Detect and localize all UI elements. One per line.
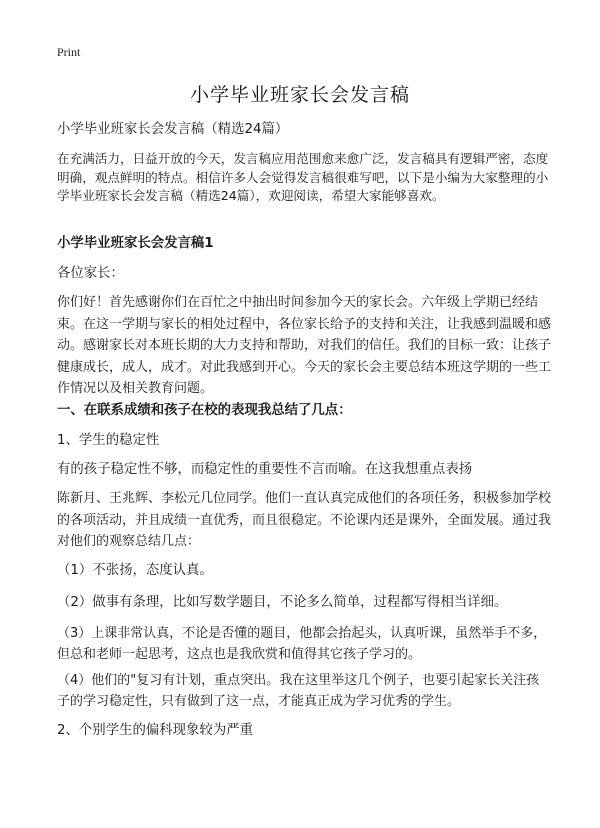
print-label: Print [57,45,81,59]
point-heading: 2、个别学生的偏科现象较为严重 [57,723,253,738]
intro-paragraph: 在充满活力，日益开放的今天，发言稿应用范围愈来愈广泛，发言稿具有逻辑严密，态度明确，观点鲜明的特点。相信许多人会觉得发言稿很难写吧，以下是小编为大家整理的小学毕业班家长会发言稿（精选24篇），欢迎阅读，希望大家能够喜欢。 [57,151,549,203]
list-item: （2）做事有条理，比如写数学题目，不论多么简单，过程都写得相当详细。 [57,595,508,610]
list-item: （3）上课非常认真，不论是否懂的题目，他都会抬起头，认真听课，虽然举手不多，但总和老师一起思考，这点也是我欣赏和值得其它孩子学习的。 [57,626,547,662]
subsection-heading: 一、在联系成绩和孩子在校的表现我总结了几点： [57,403,352,418]
body-paragraph: 陈新月、王兆辉、李松元几位同学。他们一直认真完成他们的各项任务，积极参加学校的各项活动，并且成绩一直优秀，而且很稳定。不论课内还是课外，全面发展。通过我对他们的观察总结几点： [57,491,552,549]
body-paragraph: 你们好！首先感谢你们在百忙之中抽出时间参加今天的家长会。六年级上学期已经结束。在这一学期与家长的相处过程中，各位家长给予的支持和关注，让我感到温暖和感动。感谢家长对本班长期的大力支持和帮助，对我们的信任。我们的目标一致：让孩子健康成长，成人，成才。对此我感到开心。今天的家长会主要总结本班这学期的一些工作情况以及相关教育问题。 [57,295,552,396]
list-item: （4）他们的"复习有计划，重点突出。我在这里举这几个例子，也要引起家长关注孩子的学习稳定性，只有做到了这一点，才能真正成为学习优秀的学生。 [57,673,540,709]
section-heading: 小学毕业班家长会发言稿1 [57,236,214,251]
list-item: （1）不张扬，态度认真。 [57,563,213,578]
point-heading: 1、学生的稳定性 [57,433,160,448]
document-title: 小学毕业班家长会发言稿 [189,84,410,106]
document-subtitle: 小学毕业班家长会发言稿（精选24篇） [57,122,289,137]
greeting: 各位家长： [57,266,124,281]
body-paragraph: 有的孩子稳定性不够，而稳定性的重要性不言而喻。在这我想重点表扬 [57,462,473,477]
